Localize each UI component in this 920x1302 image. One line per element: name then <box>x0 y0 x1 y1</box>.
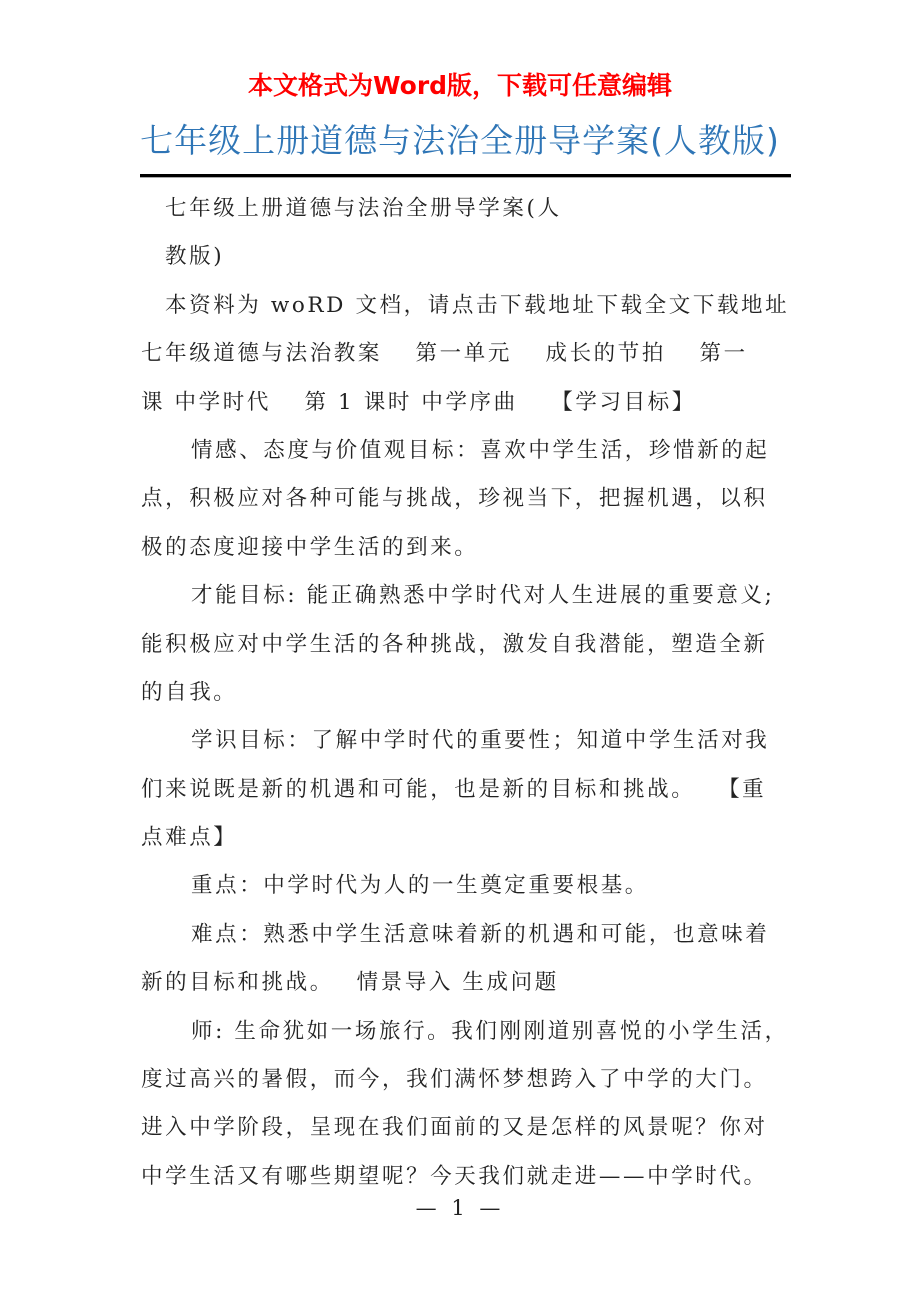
body-line-teacher-2: 度过高兴的暑假，而今，我们满怀梦想跨入了中学的大门。 <box>141 1067 768 1093</box>
body-line-unit: 七年级道德与法治教案 第一单元 成长的节拍 第一 <box>141 341 748 367</box>
body-line-download-note: 本资料为 woRD 文档，请点击下载地址下载全文下载地址 <box>165 292 790 318</box>
body-line-goal-emotion-2: 点，积极应对各种可能与挑战，珍视当下，把握机遇，以积 <box>141 486 768 512</box>
header-divider <box>140 174 791 178</box>
document-title: 七年级上册道德与法治全册导学案(人教版) <box>140 121 780 160</box>
body-line-goal-ability-2: 能积极应对中学生活的各种挑战，激发自我潜能，塑造全新 <box>141 631 768 657</box>
body-line-goal-knowledge-1: 学识目标：了解中学时代的重要性；知道中学生活对我 <box>191 728 770 754</box>
body-line-goal-emotion-3: 极的态度迎接中学生活的到来。 <box>141 534 479 560</box>
body-line-goal-ability-3: 的自我。 <box>141 679 238 705</box>
body-line-teacher-3: 进入中学阶段，呈现在我们面前的又是怎样的风景呢？你对 <box>141 1115 768 1141</box>
body-line-difficulty-2: 新的目标和挑战。 情景导入 生成问题 <box>141 970 559 996</box>
body-line-goal-knowledge-2: 们来说既是新的机遇和可能，也是新的目标和挑战。 【重 <box>141 776 767 802</box>
body-line-teacher-4: 中学生活又有哪些期望呢？今天我们就走进——中学时代。 <box>141 1163 768 1189</box>
body-line-difficulty-1: 难点：熟悉中学生活意味着新的机遇和可能，也意味着 <box>191 921 770 947</box>
body-line-goal-ability-1: 才能目标: 能正确熟悉中学时代对人生进展的重要意义; <box>191 583 775 609</box>
document-body <box>141 185 790 1201</box>
body-line-subtitle-1: 七年级上册道德与法治全册导学案(人 <box>165 196 562 221</box>
body-line-teacher-1: 师: 生命犹如一场旅行。我们刚刚道别喜悦的小学生活， <box>191 1018 789 1044</box>
body-line-lesson: 课 中学时代 第 1 课时 中学序曲 【学习目标】 <box>141 389 696 415</box>
body-line-subtitle-2: 教版) <box>165 244 225 270</box>
body-line-key-point: 重点：中学时代为人的一生奠定重要根基。 <box>191 873 649 899</box>
body-line-goal-emotion-1: 情感、态度与价值观目标：喜欢中学生活，珍惜新的起 <box>191 437 770 463</box>
word-format-notice: 本文格式为Word版，下载可任意编辑 <box>247 71 673 100</box>
page-number: — 1 — <box>415 1196 505 1220</box>
body-line-key-points-heading: 点难点】 <box>141 825 238 851</box>
